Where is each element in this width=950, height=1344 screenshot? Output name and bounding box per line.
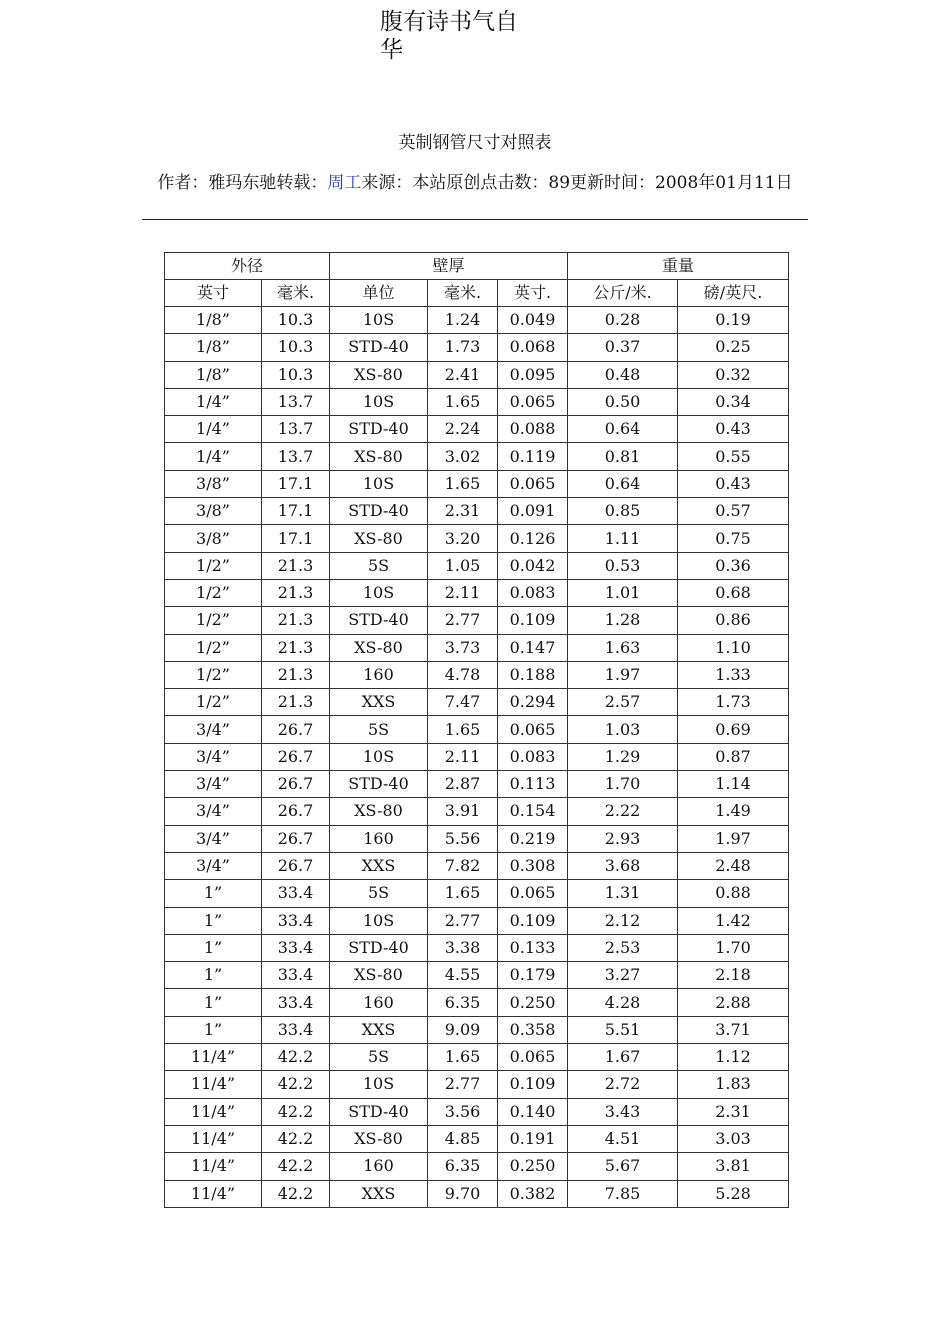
od-mm-cell: 33.4	[262, 962, 330, 989]
table-row	[165, 743, 789, 770]
page-motto: 腹有诗书气自华	[380, 9, 518, 63]
wall-mm-cell: 9.09	[428, 1016, 498, 1043]
schedule-cell: XS-80	[330, 634, 428, 661]
wall-inch-cell: 0.065	[498, 388, 568, 415]
table-row	[165, 552, 789, 579]
schedule-cell: XS-80	[330, 361, 428, 388]
od-mm-cell: 33.4	[262, 1016, 330, 1043]
updated-date: 2008年01月11日	[655, 173, 793, 193]
weight-lb-per-ft-cell: 0.75	[678, 525, 789, 552]
wall-mm-cell: 2.77	[428, 907, 498, 934]
wall-inch-cell: 0.109	[498, 607, 568, 634]
schedule-cell: 160	[330, 989, 428, 1016]
group-wall-thickness: 壁厚	[330, 253, 568, 280]
weight-lb-per-ft-cell: 0.19	[678, 307, 789, 334]
wall-mm-cell: 3.56	[428, 1098, 498, 1125]
schedule-cell: XS-80	[330, 798, 428, 825]
od-mm-cell: 10.3	[262, 334, 330, 361]
weight-kg-per-m-cell: 4.28	[568, 989, 678, 1016]
wall-inch-cell: 0.068	[498, 334, 568, 361]
od-inch-cell: 11/4”	[165, 1044, 262, 1071]
wall-mm-cell: 2.41	[428, 361, 498, 388]
column-header: 毫米.	[262, 280, 330, 307]
od-inch-cell: 1”	[165, 880, 262, 907]
od-mm-cell: 33.4	[262, 880, 330, 907]
table-row	[165, 443, 789, 470]
schedule-cell: STD-40	[330, 498, 428, 525]
column-header: 公斤/米.	[568, 280, 678, 307]
od-mm-cell: 21.3	[262, 607, 330, 634]
schedule-cell: 10S	[330, 388, 428, 415]
schedule-cell: STD-40	[330, 1098, 428, 1125]
od-mm-cell: 26.7	[262, 825, 330, 852]
wall-inch-cell: 0.219	[498, 825, 568, 852]
schedule-cell: XS-80	[330, 962, 428, 989]
wall-inch-cell: 0.119	[498, 443, 568, 470]
weight-lb-per-ft-cell: 1.70	[678, 934, 789, 961]
wall-inch-cell: 0.065	[498, 716, 568, 743]
weight-lb-per-ft-cell: 2.48	[678, 852, 789, 879]
weight-lb-per-ft-cell: 1.33	[678, 661, 789, 688]
od-mm-cell: 42.2	[262, 1153, 330, 1180]
schedule-cell: 5S	[330, 552, 428, 579]
wall-mm-cell: 6.35	[428, 1153, 498, 1180]
od-inch-cell: 1”	[165, 962, 262, 989]
od-mm-cell: 26.7	[262, 743, 330, 770]
author-label: 作者：	[157, 173, 209, 193]
column-header-row	[165, 280, 789, 307]
table-row	[165, 852, 789, 879]
wall-mm-cell: 7.47	[428, 689, 498, 716]
od-inch-cell: 1/2”	[165, 607, 262, 634]
table-row	[165, 1180, 789, 1207]
weight-lb-per-ft-cell: 0.25	[678, 334, 789, 361]
schedule-cell: 10S	[330, 1071, 428, 1098]
od-mm-cell: 13.7	[262, 388, 330, 415]
weight-kg-per-m-cell: 0.37	[568, 334, 678, 361]
wall-inch-cell: 0.113	[498, 771, 568, 798]
wall-inch-cell: 0.049	[498, 307, 568, 334]
od-inch-cell: 1”	[165, 1016, 262, 1043]
weight-lb-per-ft-cell: 1.10	[678, 634, 789, 661]
weight-kg-per-m-cell: 1.01	[568, 579, 678, 606]
weight-kg-per-m-cell: 1.11	[568, 525, 678, 552]
wall-mm-cell: 2.11	[428, 743, 498, 770]
weight-kg-per-m-cell: 0.48	[568, 361, 678, 388]
weight-kg-per-m-cell: 1.97	[568, 661, 678, 688]
schedule-cell: 10S	[330, 907, 428, 934]
table-row	[165, 825, 789, 852]
group-outer-diameter: 外径	[165, 253, 330, 280]
od-mm-cell: 21.3	[262, 552, 330, 579]
weight-kg-per-m-cell: 5.51	[568, 1016, 678, 1043]
od-inch-cell: 3/8”	[165, 498, 262, 525]
wall-mm-cell: 1.65	[428, 1044, 498, 1071]
od-mm-cell: 17.1	[262, 525, 330, 552]
wall-inch-cell: 0.147	[498, 634, 568, 661]
schedule-cell: 160	[330, 661, 428, 688]
table-row	[165, 716, 789, 743]
schedule-cell: 5S	[330, 880, 428, 907]
schedule-cell: 10S	[330, 743, 428, 770]
wall-mm-cell: 3.73	[428, 634, 498, 661]
wall-inch-cell: 0.083	[498, 743, 568, 770]
od-mm-cell: 42.2	[262, 1044, 330, 1071]
column-header: 英寸	[165, 280, 262, 307]
schedule-cell: STD-40	[330, 934, 428, 961]
weight-kg-per-m-cell: 1.70	[568, 771, 678, 798]
od-inch-cell: 1/2”	[165, 552, 262, 579]
od-mm-cell: 33.4	[262, 907, 330, 934]
schedule-cell: 10S	[330, 307, 428, 334]
column-header: 磅/英尺.	[678, 280, 789, 307]
wall-inch-cell: 0.065	[498, 470, 568, 497]
weight-lb-per-ft-cell: 0.88	[678, 880, 789, 907]
weight-lb-per-ft-cell: 0.36	[678, 552, 789, 579]
od-mm-cell: 21.3	[262, 689, 330, 716]
wall-inch-cell: 0.042	[498, 552, 568, 579]
group-header-row	[165, 253, 789, 280]
weight-kg-per-m-cell: 1.31	[568, 880, 678, 907]
schedule-cell: STD-40	[330, 607, 428, 634]
wall-mm-cell: 1.65	[428, 880, 498, 907]
schedule-cell: 10S	[330, 470, 428, 497]
weight-kg-per-m-cell: 2.53	[568, 934, 678, 961]
weight-kg-per-m-cell: 2.22	[568, 798, 678, 825]
od-inch-cell: 1”	[165, 989, 262, 1016]
od-mm-cell: 26.7	[262, 771, 330, 798]
weight-kg-per-m-cell: 3.27	[568, 962, 678, 989]
table-row	[165, 307, 789, 334]
column-header: 毫米.	[428, 280, 498, 307]
weight-kg-per-m-cell: 1.03	[568, 716, 678, 743]
weight-lb-per-ft-cell: 1.49	[678, 798, 789, 825]
weight-kg-per-m-cell: 0.81	[568, 443, 678, 470]
table-row	[165, 962, 789, 989]
weight-kg-per-m-cell: 0.64	[568, 416, 678, 443]
od-mm-cell: 10.3	[262, 307, 330, 334]
od-inch-cell: 3/8”	[165, 470, 262, 497]
weight-lb-per-ft-cell: 1.12	[678, 1044, 789, 1071]
column-header: 英寸.	[498, 280, 568, 307]
weight-lb-per-ft-cell: 5.28	[678, 1180, 789, 1207]
od-inch-cell: 1/2”	[165, 579, 262, 606]
table-row	[165, 607, 789, 634]
wall-mm-cell: 3.20	[428, 525, 498, 552]
table-row	[165, 880, 789, 907]
od-inch-cell: 11/4”	[165, 1180, 262, 1207]
wall-inch-cell: 0.083	[498, 579, 568, 606]
weight-lb-per-ft-cell: 0.55	[678, 443, 789, 470]
weight-lb-per-ft-cell: 0.57	[678, 498, 789, 525]
weight-kg-per-m-cell: 2.72	[568, 1071, 678, 1098]
schedule-cell: 5S	[330, 716, 428, 743]
wall-mm-cell: 4.78	[428, 661, 498, 688]
weight-lb-per-ft-cell: 3.81	[678, 1153, 789, 1180]
wall-mm-cell: 1.65	[428, 388, 498, 415]
od-inch-cell: 3/8”	[165, 525, 262, 552]
table-row	[165, 661, 789, 688]
wall-mm-cell: 4.85	[428, 1125, 498, 1152]
weight-lb-per-ft-cell: 1.73	[678, 689, 789, 716]
schedule-cell: XXS	[330, 852, 428, 879]
weight-lb-per-ft-cell: 3.03	[678, 1125, 789, 1152]
od-inch-cell: 11/4”	[165, 1125, 262, 1152]
od-mm-cell: 13.7	[262, 443, 330, 470]
wall-mm-cell: 5.56	[428, 825, 498, 852]
weight-kg-per-m-cell: 1.67	[568, 1044, 678, 1071]
od-mm-cell: 21.3	[262, 579, 330, 606]
wall-inch-cell: 0.091	[498, 498, 568, 525]
weight-lb-per-ft-cell: 0.69	[678, 716, 789, 743]
table-row	[165, 334, 789, 361]
od-inch-cell: 11/4”	[165, 1071, 262, 1098]
od-inch-cell: 1/4”	[165, 416, 262, 443]
od-inch-cell: 3/4”	[165, 716, 262, 743]
wall-mm-cell: 1.65	[428, 470, 498, 497]
od-mm-cell: 33.4	[262, 989, 330, 1016]
weight-kg-per-m-cell: 1.63	[568, 634, 678, 661]
table-row	[165, 1016, 789, 1043]
wall-inch-cell: 0.088	[498, 416, 568, 443]
wall-mm-cell: 2.77	[428, 607, 498, 634]
schedule-cell: 160	[330, 1153, 428, 1180]
document-title: 英制钢管尺寸对照表	[398, 133, 552, 153]
od-inch-cell: 3/4”	[165, 798, 262, 825]
wall-inch-cell: 0.382	[498, 1180, 568, 1207]
weight-kg-per-m-cell: 2.12	[568, 907, 678, 934]
od-inch-cell: 1/8”	[165, 361, 262, 388]
wall-mm-cell: 1.05	[428, 552, 498, 579]
repost-label: 转载：	[276, 173, 328, 193]
header-divider	[142, 219, 808, 220]
wall-inch-cell: 0.140	[498, 1098, 568, 1125]
wall-mm-cell: 4.55	[428, 962, 498, 989]
wall-inch-cell: 0.065	[498, 880, 568, 907]
od-mm-cell: 10.3	[262, 361, 330, 388]
source-value: 本站原创	[412, 173, 481, 193]
wall-mm-cell: 2.31	[428, 498, 498, 525]
weight-lb-per-ft-cell: 1.14	[678, 771, 789, 798]
weight-lb-per-ft-cell: 0.32	[678, 361, 789, 388]
pipe-size-table	[164, 252, 789, 1208]
wall-inch-cell: 0.126	[498, 525, 568, 552]
wall-mm-cell: 2.11	[428, 579, 498, 606]
weight-kg-per-m-cell: 3.43	[568, 1098, 678, 1125]
schedule-cell: 10S	[330, 579, 428, 606]
od-mm-cell: 17.1	[262, 470, 330, 497]
weight-kg-per-m-cell: 0.28	[568, 307, 678, 334]
wall-inch-cell: 0.188	[498, 661, 568, 688]
od-mm-cell: 26.7	[262, 798, 330, 825]
table-row	[165, 634, 789, 661]
weight-lb-per-ft-cell: 0.68	[678, 579, 789, 606]
weight-kg-per-m-cell: 4.51	[568, 1125, 678, 1152]
wall-mm-cell: 2.77	[428, 1071, 498, 1098]
wall-mm-cell: 7.82	[428, 852, 498, 879]
od-inch-cell: 1/2”	[165, 661, 262, 688]
schedule-cell: XXS	[330, 1016, 428, 1043]
table-row	[165, 525, 789, 552]
od-inch-cell: 1”	[165, 934, 262, 961]
od-inch-cell: 1/4”	[165, 443, 262, 470]
od-inch-cell: 1/8”	[165, 307, 262, 334]
weight-lb-per-ft-cell: 1.83	[678, 1071, 789, 1098]
weight-lb-per-ft-cell: 1.97	[678, 825, 789, 852]
od-inch-cell: 3/4”	[165, 771, 262, 798]
weight-lb-per-ft-cell: 0.43	[678, 470, 789, 497]
schedule-cell: XS-80	[330, 525, 428, 552]
wall-inch-cell: 0.294	[498, 689, 568, 716]
od-inch-cell: 3/4”	[165, 825, 262, 852]
wall-inch-cell: 0.109	[498, 1071, 568, 1098]
weight-kg-per-m-cell: 0.85	[568, 498, 678, 525]
wall-inch-cell: 0.358	[498, 1016, 568, 1043]
od-mm-cell: 42.2	[262, 1180, 330, 1207]
table-row	[165, 1044, 789, 1071]
schedule-cell: XS-80	[330, 443, 428, 470]
weight-lb-per-ft-cell: 3.71	[678, 1016, 789, 1043]
wall-mm-cell: 1.65	[428, 716, 498, 743]
table-row	[165, 798, 789, 825]
table-row	[165, 416, 789, 443]
clicks-count: 89	[548, 173, 571, 193]
wall-mm-cell: 3.38	[428, 934, 498, 961]
wall-inch-cell: 0.109	[498, 907, 568, 934]
table-row	[165, 771, 789, 798]
table-row	[165, 934, 789, 961]
weight-lb-per-ft-cell: 0.86	[678, 607, 789, 634]
table-row	[165, 388, 789, 415]
od-mm-cell: 17.1	[262, 498, 330, 525]
weight-kg-per-m-cell: 3.68	[568, 852, 678, 879]
wall-mm-cell: 3.02	[428, 443, 498, 470]
schedule-cell: STD-40	[330, 416, 428, 443]
column-header: 单位	[330, 280, 428, 307]
wall-mm-cell: 2.24	[428, 416, 498, 443]
wall-inch-cell: 0.250	[498, 989, 568, 1016]
wall-inch-cell: 0.133	[498, 934, 568, 961]
weight-kg-per-m-cell: 2.93	[568, 825, 678, 852]
schedule-cell: STD-40	[330, 771, 428, 798]
weight-kg-per-m-cell: 0.53	[568, 552, 678, 579]
weight-kg-per-m-cell: 1.28	[568, 607, 678, 634]
source-label: 来源：	[361, 173, 413, 193]
table-row	[165, 1153, 789, 1180]
od-mm-cell: 21.3	[262, 661, 330, 688]
weight-lb-per-ft-cell: 0.87	[678, 743, 789, 770]
group-weight: 重量	[568, 253, 789, 280]
table-row	[165, 579, 789, 606]
table-row	[165, 689, 789, 716]
schedule-cell: 5S	[330, 1044, 428, 1071]
weight-kg-per-m-cell: 7.85	[568, 1180, 678, 1207]
schedule-cell: XXS	[330, 689, 428, 716]
wall-inch-cell: 0.308	[498, 852, 568, 879]
od-inch-cell: 3/4”	[165, 852, 262, 879]
od-inch-cell: 11/4”	[165, 1153, 262, 1180]
weight-lb-per-ft-cell: 2.31	[678, 1098, 789, 1125]
weight-kg-per-m-cell: 5.67	[568, 1153, 678, 1180]
weight-lb-per-ft-cell: 0.43	[678, 416, 789, 443]
od-inch-cell: 1/2”	[165, 689, 262, 716]
od-inch-cell: 1/4”	[165, 388, 262, 415]
article-meta	[150, 170, 800, 196]
schedule-cell: XS-80	[330, 1125, 428, 1152]
table-row	[165, 989, 789, 1016]
weight-lb-per-ft-cell: 2.18	[678, 962, 789, 989]
wall-inch-cell: 0.154	[498, 798, 568, 825]
od-inch-cell: 1/2”	[165, 634, 262, 661]
wall-inch-cell: 0.250	[498, 1153, 568, 1180]
weight-kg-per-m-cell: 0.50	[568, 388, 678, 415]
wall-mm-cell: 2.87	[428, 771, 498, 798]
od-mm-cell: 42.2	[262, 1071, 330, 1098]
schedule-cell: STD-40	[330, 334, 428, 361]
wall-mm-cell: 1.24	[428, 307, 498, 334]
weight-lb-per-ft-cell: 1.42	[678, 907, 789, 934]
od-inch-cell: 1”	[165, 907, 262, 934]
wall-mm-cell: 3.91	[428, 798, 498, 825]
od-mm-cell: 26.7	[262, 852, 330, 879]
table-row	[165, 1125, 789, 1152]
table-body	[165, 307, 789, 1208]
wall-inch-cell: 0.191	[498, 1125, 568, 1152]
updated-label: 更新时间：	[570, 173, 656, 193]
table-row	[165, 1071, 789, 1098]
wall-inch-cell: 0.065	[498, 1044, 568, 1071]
od-mm-cell: 33.4	[262, 934, 330, 961]
weight-kg-per-m-cell: 0.64	[568, 470, 678, 497]
od-mm-cell: 13.7	[262, 416, 330, 443]
wall-mm-cell: 1.73	[428, 334, 498, 361]
table-row	[165, 470, 789, 497]
od-inch-cell: 11/4”	[165, 1098, 262, 1125]
weight-kg-per-m-cell: 1.29	[568, 743, 678, 770]
table-row	[165, 907, 789, 934]
schedule-cell: 160	[330, 825, 428, 852]
weight-lb-per-ft-cell: 0.34	[678, 388, 789, 415]
od-inch-cell: 1/8”	[165, 334, 262, 361]
od-inch-cell: 3/4”	[165, 743, 262, 770]
weight-lb-per-ft-cell: 2.88	[678, 989, 789, 1016]
wall-mm-cell: 9.70	[428, 1180, 498, 1207]
repost-link[interactable]: 周工	[327, 173, 362, 193]
wall-inch-cell: 0.179	[498, 962, 568, 989]
schedule-cell: XXS	[330, 1180, 428, 1207]
weight-kg-per-m-cell: 2.57	[568, 689, 678, 716]
table-row	[165, 1098, 789, 1125]
clicks-label: 点击数：	[480, 173, 549, 193]
wall-inch-cell: 0.095	[498, 361, 568, 388]
od-mm-cell: 26.7	[262, 716, 330, 743]
wall-mm-cell: 6.35	[428, 989, 498, 1016]
od-mm-cell: 42.2	[262, 1125, 330, 1152]
od-mm-cell: 21.3	[262, 634, 330, 661]
author-name: 雅玛东驰	[208, 173, 277, 193]
table-row	[165, 498, 789, 525]
od-mm-cell: 42.2	[262, 1098, 330, 1125]
table-row	[165, 361, 789, 388]
